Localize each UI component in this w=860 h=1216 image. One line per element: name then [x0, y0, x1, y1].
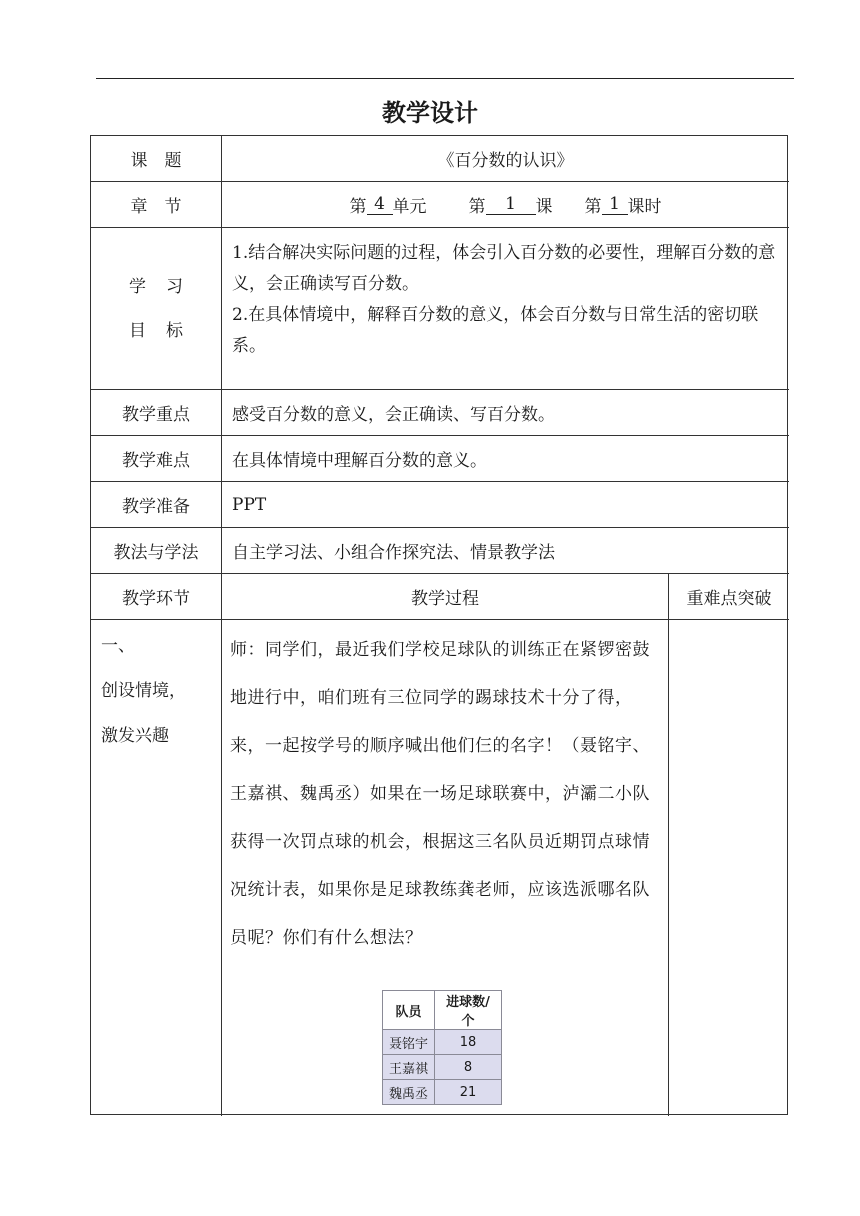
goal-count: 21: [435, 1080, 502, 1105]
unit-number: 4: [367, 194, 393, 215]
objective-1: 1.结合解决实际问题的过程，体会引入百分数的必要性，理解百分数的意义，会正确读写百分数。: [232, 243, 776, 294]
stage-1-name-line-1: 创设情境，: [101, 681, 186, 701]
process-header-breakthrough: 重难点突破: [669, 574, 789, 620]
objective-2: 2.在具体情境中，解释百分数的意义，体会百分数与日常生活的密切联系。: [232, 305, 759, 356]
penalty-stats-table: [382, 990, 502, 1105]
topic-label: 课 题: [91, 136, 222, 182]
objectives-label-line-2: 目标: [129, 320, 203, 341]
table-row: [383, 1030, 502, 1055]
stage-1-text: 师：同学们，最近我们学校足球队的训练正在紧锣密鼓地进行中，咱们班有三位同学的踢球技术十分了得，来，一起按学号的顺序喊出他们仨的名字！（聂铭宇、王嘉祺、魏禹丞）如果在一场足球联赛中，泸灞二小队获得一次罚点球的机会，根据这三名队员近期罚点球情况统计表，如果你是足球教练龚老师，应该选派哪名队员呢？你们有什么想法？: [230, 640, 650, 948]
header-rule: [96, 78, 794, 79]
goal-count: 8: [435, 1055, 502, 1080]
objectives-label-line-1: 学习: [129, 276, 203, 297]
table-header-player: 队员: [383, 991, 435, 1030]
methods-value: 自主学习法、小组合作探究法、情景教学法: [222, 528, 789, 574]
chapter-value: [222, 182, 789, 228]
unit-suffix: 单元: [392, 197, 427, 217]
period-number: 1: [602, 194, 628, 215]
methods-label: 教法与学法: [91, 528, 222, 574]
lesson-plan-table: [90, 135, 788, 1115]
table-row: [383, 1055, 502, 1080]
stage-1-name-line-2: 激发兴趣: [101, 726, 169, 746]
difficulties-value: 在具体情境中理解百分数的意义。: [222, 436, 789, 482]
stage-1-label: [91, 620, 222, 1116]
stage-1-breakthrough: [669, 620, 789, 1116]
period-prefix: 第: [584, 197, 602, 217]
difficulties-label: 教学难点: [91, 436, 222, 482]
lesson-suffix: 课: [535, 197, 553, 217]
table-header-row: [383, 991, 502, 1030]
objectives-value: [222, 228, 789, 390]
process-header-process: 教学过程: [222, 574, 669, 620]
process-header-stage: 教学环节: [91, 574, 222, 620]
key-points-value: 感受百分数的意义，会正确读、写百分数。: [222, 390, 789, 436]
key-points-label: 教学重点: [91, 390, 222, 436]
table-row: [383, 1080, 502, 1105]
table-header-goals: 进球数/个: [435, 991, 502, 1030]
period-suffix: 课时: [627, 197, 662, 217]
page-title: 教学设计: [382, 99, 478, 127]
player-name: 王嘉祺: [383, 1055, 435, 1080]
lesson-prefix: 第: [468, 197, 486, 217]
lesson-number: 1: [486, 194, 536, 215]
preparation-label: 教学准备: [91, 482, 222, 528]
topic-value: 《百分数的认识》: [222, 136, 789, 182]
preparation-value: PPT: [222, 482, 789, 528]
player-name: 魏禹丞: [383, 1080, 435, 1105]
objectives-label: [91, 228, 222, 390]
unit-prefix: 第: [349, 197, 367, 217]
stage-1-number: 一、: [101, 636, 135, 656]
player-name: 聂铭宇: [383, 1030, 435, 1055]
goal-count: 18: [435, 1030, 502, 1055]
chapter-label: 章 节: [91, 182, 222, 228]
